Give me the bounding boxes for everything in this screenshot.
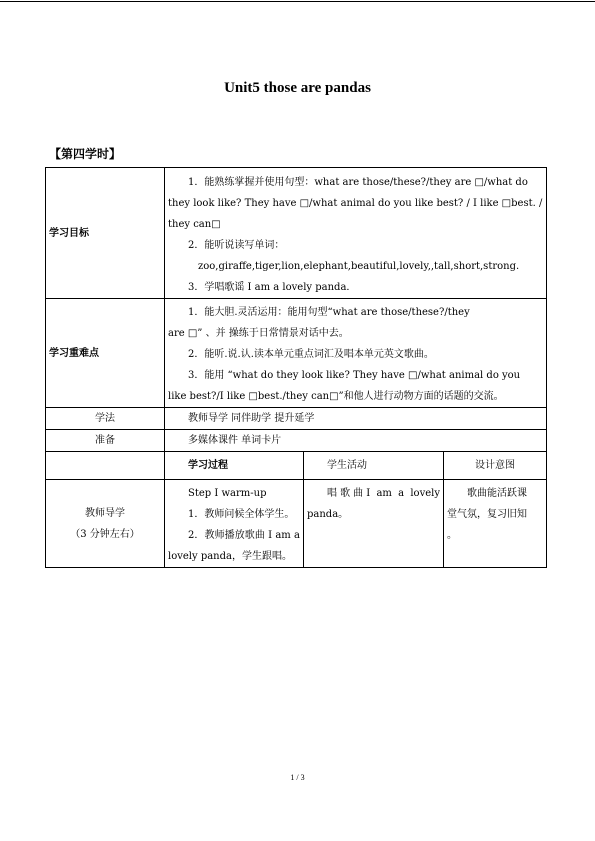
keypoints-label: 学习重难点: [46, 299, 165, 408]
keypoints-row: [46, 299, 547, 408]
goals-row: [46, 168, 547, 299]
page-title: Unit5 those are pandas: [224, 80, 371, 96]
method-label: 学法: [46, 408, 165, 430]
prep-label: 准备: [46, 430, 165, 452]
step1-intent: 歌曲能活跃课堂气氛，复习旧知 。: [444, 480, 547, 568]
step1-process-3: 2．教师播放歌曲 I am a lovely panda，学生跟唱。: [168, 530, 300, 562]
header-activity: 学生活动: [304, 452, 444, 480]
step1-label-1: 教师导学: [85, 507, 125, 519]
keypoints-line-4: 3．能用 “what do they look like? They have □/what animal do you: [188, 370, 521, 381]
step1-process-2: 1．教师问候全体学生。: [188, 509, 295, 520]
goals-line-4: 2．能听说读写单词：: [188, 240, 285, 251]
goals-line-3: they can□: [168, 219, 221, 230]
step1-process: [165, 480, 304, 568]
step1-label: [46, 480, 165, 568]
section-heading: 【第四学时】: [49, 147, 122, 161]
goals-line-1: 1．能熟练掌握并使用句型：what are those/these?/they are □/what do: [188, 177, 528, 188]
page-number: 1 / 3: [290, 773, 305, 782]
header-empty: [46, 452, 165, 480]
goals-content: [165, 168, 547, 299]
step1-process-1: Step I warm-up: [188, 488, 267, 499]
header-rule: [0, 1, 595, 2]
method-row: [46, 408, 547, 430]
step1-label-2: （3 分钟左右）: [70, 528, 140, 540]
goals-line-5: zoo,giraffe,tiger,lion,elephant,beautiful,lovely,,tall,short,strong.: [198, 261, 520, 272]
step1-row: [46, 480, 547, 568]
step1-activity: 唱歌曲I am a lovely panda。: [304, 480, 444, 568]
prep-row: [46, 430, 547, 452]
keypoints-line-1: 1．能大胆.灵活运用：能用句型“what are those/these?/they: [188, 307, 470, 318]
column-header-row: [46, 452, 547, 480]
keypoints-line-2: are □” 、并 操练于日常情景对话中去。: [168, 328, 349, 339]
keypoints-line-5: like best?/I like □best./they can□”和他人进行动物方面的话题的交流。: [168, 391, 504, 402]
method-value: 教师导学 同伴助学 提升延学: [165, 408, 547, 430]
keypoints-content: [165, 299, 547, 408]
prep-value: 多媒体课件 单词卡片: [165, 430, 547, 452]
header-intent: 设计意图: [444, 452, 547, 480]
keypoints-line-3: 2．能听.说.认.读本单元重点词汇及唱本单元英文歌曲。: [188, 349, 434, 360]
goals-line-6: 3．学唱歌谣 I am a lovely panda．: [188, 282, 357, 293]
goals-line-2: they look like? They have □/what animal do you like best? / I like □best. /: [168, 198, 543, 209]
header-process: 学习过程: [165, 452, 304, 480]
goals-label: 学习目标: [46, 168, 165, 299]
lesson-plan-table: [45, 167, 547, 568]
